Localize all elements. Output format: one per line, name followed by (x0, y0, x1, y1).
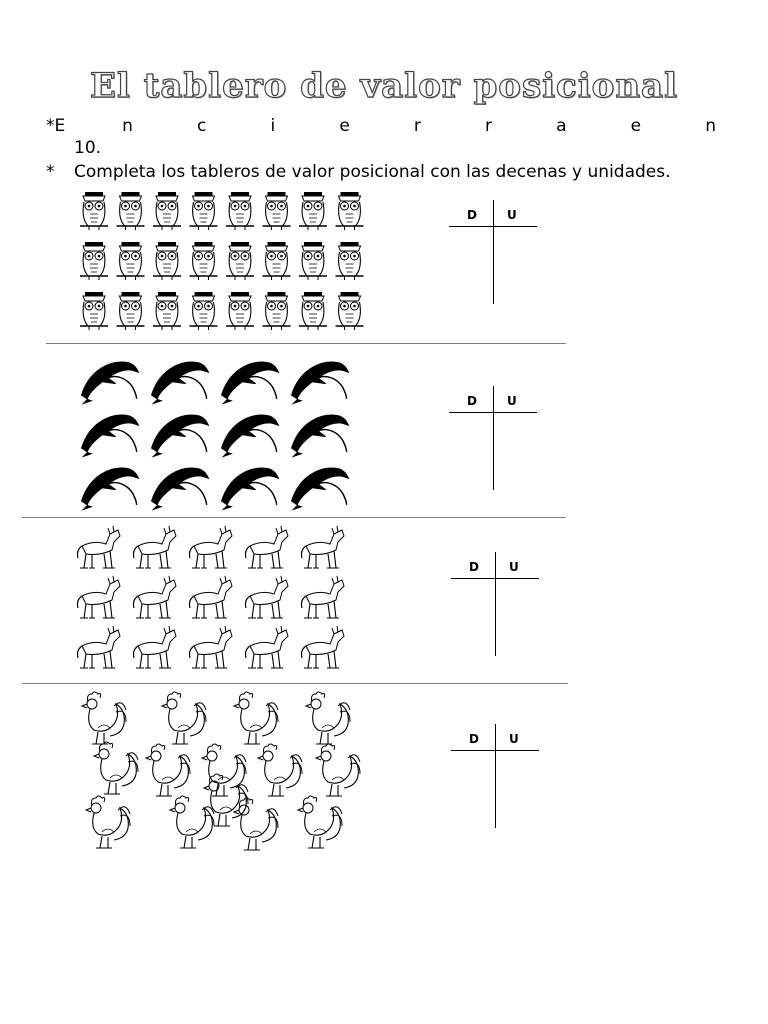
rooster-figure (234, 692, 278, 744)
owl-figure (117, 192, 145, 230)
rooster-figure (234, 798, 278, 850)
instruction-letter: n (122, 116, 133, 136)
instruction-letter: e (339, 116, 350, 136)
rooster-figure (306, 692, 350, 744)
dolphin-figure (292, 362, 349, 405)
board-vertical-line (493, 386, 494, 490)
dolphin-figure (292, 415, 349, 458)
owl-figure (336, 292, 364, 330)
owl-figure (190, 192, 218, 230)
tens-label: D (469, 560, 479, 574)
horse-figure (190, 626, 233, 668)
owl-figure (117, 242, 145, 280)
horse-figure (134, 626, 177, 668)
rooster-figure (146, 744, 190, 796)
owl-figure (226, 192, 254, 230)
owl-figure (299, 242, 327, 280)
owl-figure (299, 292, 327, 330)
rooster-figure (86, 796, 130, 848)
owl-figure (336, 192, 364, 230)
instruction-letter: i (270, 116, 276, 136)
section-divider (22, 683, 568, 684)
place-value-board-1 (449, 200, 537, 304)
instruction-bullet: * (46, 162, 55, 182)
instruction-line-1-end: 10. (74, 138, 102, 158)
rooster-figure (298, 796, 342, 848)
board-vertical-line (495, 552, 496, 656)
dolphin-group (76, 352, 366, 510)
owl-figure (336, 242, 364, 280)
page-title: El tablero de valor posicional (90, 66, 678, 106)
dolphin-figure (222, 468, 279, 511)
owl-figure (226, 242, 254, 280)
horse-figure (134, 576, 177, 618)
dolphin-figure (82, 415, 139, 458)
horse-figure (78, 526, 121, 568)
horse-figure (302, 526, 345, 568)
rooster-figure (202, 744, 246, 796)
instruction-letter: r (413, 116, 421, 136)
owl-figure (299, 192, 327, 230)
horse-figure (78, 626, 121, 668)
dolphin-figure (152, 362, 209, 405)
dolphin-figure (152, 468, 209, 511)
rooster-group (72, 692, 372, 864)
place-value-board-4 (451, 724, 539, 828)
owl-figure (226, 292, 254, 330)
instruction-letter: n (705, 116, 716, 136)
instruction-line-2: Completa los tableros de valor posicional con las decenas y unidades. (74, 162, 671, 182)
rooster-figure (94, 742, 138, 794)
instruction-letter: a (556, 116, 567, 136)
dolphin-figure (292, 468, 349, 511)
units-label: U (509, 732, 519, 746)
owl-group (70, 186, 380, 338)
owl-figure (117, 292, 145, 330)
horse-figure (190, 526, 233, 568)
owl-figure (153, 242, 181, 280)
dolphin-figure (222, 415, 279, 458)
units-label: U (507, 208, 517, 222)
owl-figure (190, 242, 218, 280)
owl-figure (153, 192, 181, 230)
owl-figure (263, 192, 291, 230)
instruction-letter: e (630, 116, 642, 136)
place-value-board-2 (449, 386, 537, 490)
horse-group (72, 524, 362, 676)
owl-figure (263, 242, 291, 280)
rooster-figure (316, 744, 360, 796)
rooster-figure (170, 796, 214, 848)
horse-figure (302, 576, 345, 618)
board-vertical-line (493, 200, 494, 304)
instruction-letter: r (485, 116, 492, 136)
owl-figure (153, 292, 181, 330)
section-divider (22, 517, 566, 518)
instruction-letter: c (197, 116, 207, 136)
horse-figure (302, 626, 345, 668)
rooster-figure (82, 692, 126, 744)
owl-figure (190, 292, 218, 330)
horse-figure (246, 526, 289, 568)
owl-figure (263, 292, 291, 330)
horse-figure (134, 526, 177, 568)
dolphin-figure (152, 415, 209, 458)
horse-figure (190, 576, 233, 618)
instruction-start: *E (46, 116, 66, 136)
dolphin-figure (82, 362, 139, 405)
dolphin-figure (82, 468, 139, 511)
place-value-board-3 (451, 552, 539, 656)
horse-figure (246, 576, 289, 618)
rooster-figure (258, 744, 302, 796)
tens-label: D (467, 394, 477, 408)
tens-label: D (467, 208, 477, 222)
owl-figure (80, 242, 108, 280)
units-label: U (509, 560, 519, 574)
owl-figure (80, 192, 108, 230)
owl-figure (80, 292, 108, 330)
dolphin-figure (222, 362, 279, 405)
horse-figure (246, 626, 289, 668)
horse-figure (78, 576, 121, 618)
tens-label: D (469, 732, 479, 746)
board-vertical-line (495, 724, 496, 828)
section-divider (46, 343, 566, 344)
units-label: U (507, 394, 517, 408)
rooster-figure (162, 692, 206, 744)
